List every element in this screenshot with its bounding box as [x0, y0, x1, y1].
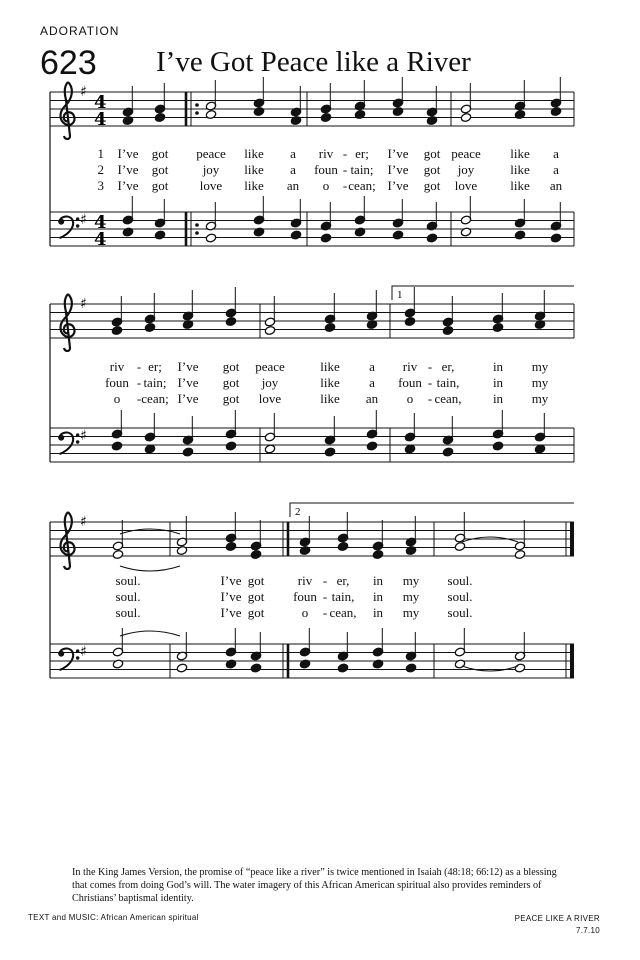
bass-note	[111, 441, 122, 451]
lyric-syllable: tain;	[143, 375, 167, 390]
lyric-syllable: foun	[105, 375, 129, 390]
treble-clef	[61, 82, 75, 139]
tenor-note	[534, 413, 545, 442]
lyric-syllable: I’ve	[220, 589, 242, 604]
bass-note	[253, 227, 264, 237]
alto-note	[253, 106, 264, 116]
tie	[120, 566, 180, 571]
soprano-note	[154, 83, 165, 114]
lyric-syllable: I’ve	[177, 359, 199, 374]
lyric-syllable: joy	[261, 375, 279, 390]
lyric-syllable: in	[372, 573, 384, 588]
tune-name: PEACE LIKE A RIVER	[514, 914, 600, 923]
lyric-syllable: soul.	[447, 589, 473, 604]
bass-staff	[50, 644, 574, 678]
hyphen: -	[342, 162, 348, 177]
bass-clef	[58, 433, 79, 455]
hyphen: -	[136, 375, 142, 390]
tenor-note	[299, 628, 310, 657]
tenor-note	[111, 410, 122, 439]
bass-note	[264, 444, 275, 454]
bass-note	[514, 663, 525, 673]
lyric-syllable: got	[247, 589, 265, 604]
bass-note	[372, 659, 383, 669]
lyric-syllable: cean;	[141, 391, 169, 406]
bass-note	[144, 444, 155, 454]
soprano-note	[290, 86, 301, 117]
soprano-note	[514, 80, 525, 111]
hyphen: -	[322, 605, 328, 620]
tenor-note	[372, 628, 383, 657]
bass-note	[392, 230, 403, 240]
lyric-syllable: cean;	[348, 178, 376, 193]
soprano-note	[225, 512, 236, 543]
lyric-syllable: my	[402, 589, 420, 604]
lyric-syllable: an	[286, 178, 300, 193]
lyric-syllable: in	[492, 359, 504, 374]
hyphen: -	[427, 375, 433, 390]
alto-note	[176, 545, 187, 555]
alto-note	[354, 109, 365, 119]
lyric-syllable: I’ve	[387, 162, 409, 177]
lyric-syllable: peace	[255, 359, 285, 374]
svg-text:4: 4	[94, 229, 107, 250]
lyric-syllable: got	[247, 605, 265, 620]
soprano-note	[111, 296, 122, 327]
lyric-syllable: like	[244, 162, 264, 177]
lyric-syllable: my	[402, 605, 420, 620]
lyric-syllable: in	[372, 605, 384, 620]
lyric-syllable: o	[301, 605, 309, 620]
lyric-syllable: soul.	[115, 605, 141, 620]
tenor-note	[460, 196, 471, 225]
hyphen: -	[322, 589, 328, 604]
soprano-note	[426, 86, 437, 117]
tie	[462, 537, 518, 542]
tenor-note	[354, 196, 365, 225]
lyric-syllable: er;	[148, 359, 162, 374]
tenor-note	[154, 199, 165, 228]
lyric-syllable: got	[222, 375, 240, 390]
lyric-syllable: like	[320, 375, 340, 390]
alto-note	[299, 545, 310, 555]
lyric-syllable: got	[222, 359, 240, 374]
lyric-syllable: soul.	[447, 573, 473, 588]
hymn-number: 623	[40, 44, 97, 82]
lyric-syllable: got	[151, 162, 169, 177]
soprano-note	[144, 293, 155, 324]
soprano-note	[182, 290, 193, 321]
alto-note	[122, 115, 133, 125]
bass-note	[176, 663, 187, 673]
svg-text:1: 1	[397, 289, 403, 301]
tenor-note	[426, 202, 437, 231]
tenor-note	[405, 632, 416, 661]
tenor-note	[442, 416, 453, 445]
soprano-note	[460, 83, 471, 114]
key-signature-sharp	[80, 84, 87, 100]
hyphen: -	[342, 146, 348, 161]
alto-note	[250, 549, 261, 559]
tie	[462, 666, 518, 671]
tenor-note	[392, 199, 403, 228]
bass-note	[320, 233, 331, 243]
lyric-syllable: a	[290, 162, 296, 177]
tenor-note	[182, 416, 193, 445]
lyric-syllable: got	[423, 178, 441, 193]
lyric-syllable: I’ve	[177, 391, 199, 406]
lyric-syllable: like	[510, 146, 530, 161]
alto-note	[514, 549, 525, 559]
treble-staff	[50, 522, 574, 556]
soprano-note	[392, 77, 403, 108]
lyric-syllable: joy	[202, 162, 220, 177]
svg-text:♯: ♯	[80, 296, 87, 312]
alto-note	[404, 316, 415, 326]
lyric-syllable: I’ve	[387, 146, 409, 161]
tenor-note	[337, 632, 348, 661]
lyric-syllable: like	[244, 146, 264, 161]
lyric-syllable: soul.	[115, 573, 141, 588]
lyric-syllable: tain,	[331, 589, 355, 604]
tenor-note	[404, 413, 415, 442]
bass-note	[460, 227, 471, 237]
lyric-syllable: like	[320, 359, 340, 374]
lyric-syllable: like	[510, 178, 530, 193]
lyric-syllable: a	[369, 375, 375, 390]
lyric-syllable: an	[549, 178, 563, 193]
hyphen: -	[427, 359, 433, 374]
tie	[120, 529, 180, 534]
lyric-syllable: got	[247, 573, 265, 588]
lyric-syllable: my	[402, 573, 420, 588]
bass-note	[250, 663, 261, 673]
soprano-note	[112, 520, 123, 551]
lyric-syllable: I’ve	[177, 375, 199, 390]
lyric-syllable: like	[244, 178, 264, 193]
verse-number: 1	[97, 146, 104, 161]
bass-note	[426, 233, 437, 243]
lyric-syllable: got	[423, 146, 441, 161]
bass-note	[366, 441, 377, 451]
alto-note	[337, 541, 348, 551]
hyphen: -	[322, 573, 328, 588]
lyric-syllable: o	[406, 391, 414, 406]
key-signature-sharp	[80, 296, 87, 312]
tenor-note	[225, 628, 236, 657]
bass-note	[290, 230, 301, 240]
lyric-syllable: tain,	[436, 375, 460, 390]
soprano-note	[122, 86, 133, 117]
tenor-note	[122, 196, 133, 225]
soprano-note	[354, 80, 365, 111]
bass-note	[442, 447, 453, 457]
bass-note	[405, 663, 416, 673]
alto-note	[111, 325, 122, 335]
bass-note	[354, 227, 365, 237]
verse-number: 3	[97, 178, 104, 193]
soprano-note	[253, 77, 264, 108]
lyric-syllable: I’ve	[117, 162, 139, 177]
lyric-syllable: er,	[441, 359, 455, 374]
svg-text:♯: ♯	[80, 514, 87, 530]
tenor-note	[514, 632, 525, 661]
alto-note	[372, 549, 383, 559]
svg-text:2: 2	[295, 506, 301, 518]
time-signature	[94, 212, 107, 250]
alto-note	[264, 325, 275, 335]
lyric-syllable: love	[258, 391, 282, 406]
lyric-syllable: I’ve	[220, 605, 242, 620]
lyric-syllable: got	[423, 162, 441, 177]
repeat-dot	[195, 103, 199, 107]
tenor-note	[366, 410, 377, 439]
footer-tune-info	[515, 913, 600, 937]
hyphen: -	[136, 391, 142, 406]
treble-clef	[61, 512, 75, 569]
tenor-note	[144, 413, 155, 442]
soprano-note	[404, 287, 415, 318]
lyric-syllable: like	[510, 162, 530, 177]
key-signature-sharp	[80, 514, 87, 530]
hyphen: -	[342, 178, 348, 193]
svg-text:♯: ♯	[80, 644, 87, 660]
soprano-note	[337, 512, 348, 543]
lyric-syllable: foun	[293, 589, 317, 604]
section-label: ADORATION	[40, 24, 120, 38]
soprano-note	[372, 520, 383, 551]
soprano-note	[176, 516, 187, 547]
lyric-syllable: a	[553, 146, 559, 161]
lyric-syllable: joy	[457, 162, 475, 177]
tenor-note	[176, 632, 187, 661]
lyric-syllable: soul.	[447, 605, 473, 620]
bass-clef	[58, 217, 79, 239]
bass-note	[404, 444, 415, 454]
lyric-syllable: peace	[196, 146, 226, 161]
hyphen: -	[136, 359, 142, 374]
svg-text:♯: ♯	[80, 84, 87, 100]
lyric-syllable: riv	[402, 359, 418, 374]
tenor-note	[550, 202, 561, 231]
bass-note	[122, 227, 133, 237]
time-signature	[94, 92, 107, 130]
alto-note	[144, 322, 155, 332]
tenor-note	[492, 410, 503, 439]
soprano-note	[225, 287, 236, 318]
key-signature-sharp	[80, 644, 87, 660]
lyric-syllable: o	[113, 391, 121, 406]
tie	[120, 631, 180, 636]
soprano-note	[299, 516, 310, 547]
meter: 7.7.10	[575, 926, 600, 935]
lyric-syllable: love	[199, 178, 223, 193]
bass-note	[182, 447, 193, 457]
lyric-syllable: er,	[336, 573, 350, 588]
alto-note	[405, 545, 416, 555]
soprano-note	[492, 293, 503, 324]
lyric-syllable: my	[531, 391, 549, 406]
svg-text:♯: ♯	[80, 428, 87, 444]
alto-note	[514, 109, 525, 119]
bass-note	[225, 659, 236, 669]
alto-note	[392, 106, 403, 116]
tenor-note	[454, 628, 465, 657]
tenor-note	[253, 196, 264, 225]
bass-note	[492, 441, 503, 451]
lyric-syllable: riv	[318, 146, 334, 161]
lyric-syllable: my	[531, 359, 549, 374]
lyric-syllable: a	[369, 359, 375, 374]
volta-bracket	[290, 503, 574, 518]
svg-text:4: 4	[94, 212, 107, 233]
soprano-note	[550, 77, 561, 108]
bass-clef	[58, 649, 79, 671]
bass-note	[299, 659, 310, 669]
hymn-title: I’ve Got Peace like a River	[156, 46, 471, 78]
tenor-note	[225, 410, 236, 439]
alto-note	[324, 322, 335, 332]
svg-text:4: 4	[94, 109, 107, 130]
tenor-note	[205, 202, 216, 231]
alto-note	[550, 106, 561, 116]
soprano-note	[454, 512, 465, 543]
lyric-syllable: in	[492, 391, 504, 406]
alto-note	[492, 322, 503, 332]
lyric-syllable: I’ve	[387, 178, 409, 193]
svg-text:4: 4	[94, 92, 107, 113]
lyric-syllable: er;	[355, 146, 369, 161]
lyric-syllable: got	[222, 391, 240, 406]
repeat-dot	[195, 223, 199, 227]
hyphen: -	[427, 391, 433, 406]
tenor-note	[290, 199, 301, 228]
lyric-syllable: I’ve	[117, 146, 139, 161]
alto-note	[205, 109, 216, 119]
lyric-syllable: cean,	[329, 605, 357, 620]
soprano-note	[366, 290, 377, 321]
lyric-syllable: tain;	[350, 162, 374, 177]
treble-clef	[61, 294, 75, 351]
bass-note	[324, 447, 335, 457]
key-signature-sharp	[80, 212, 87, 228]
bass-note	[550, 233, 561, 243]
soprano-note	[264, 296, 275, 327]
soprano-note	[514, 520, 525, 551]
tenor-note	[264, 413, 275, 442]
tenor-note	[514, 199, 525, 228]
lyric-syllable: cean,	[434, 391, 462, 406]
lyric-syllable: a	[553, 162, 559, 177]
alto-note	[454, 541, 465, 551]
lyric-syllable: riv	[297, 573, 313, 588]
lyric-syllable: o	[322, 178, 330, 193]
alto-note	[154, 112, 165, 122]
bass-note	[337, 663, 348, 673]
soprano-note	[205, 80, 216, 111]
alto-note	[460, 112, 471, 122]
soprano-note	[250, 520, 261, 551]
key-signature-sharp	[80, 428, 87, 444]
volta-bracket	[392, 286, 574, 301]
lyric-syllable: foun	[398, 375, 422, 390]
lyric-syllable: in	[372, 589, 384, 604]
alto-note	[225, 541, 236, 551]
tenor-note	[250, 632, 261, 661]
verse-number: 2	[97, 162, 104, 177]
bass-note	[112, 659, 123, 669]
lyric-syllable: I’ve	[220, 573, 242, 588]
bass-note	[514, 230, 525, 240]
soprano-note	[534, 290, 545, 321]
repeat-dot	[195, 111, 199, 115]
lyric-syllable: soul.	[115, 589, 141, 604]
bass-note	[225, 441, 236, 451]
alto-note	[320, 112, 331, 122]
lyric-syllable: an	[365, 391, 379, 406]
soprano-note	[442, 296, 453, 327]
alto-note	[290, 115, 301, 125]
soprano-note	[324, 293, 335, 324]
hymn-note: In the King James Version, the promise of “peace like a river” is twice mentioned in Isaiah (48:18; 66:12) as a blessing that comes from doing God’s will. The water imagery of this African American spiritual also provides reminders of Christians’ baptismal identity.	[72, 867, 557, 904]
svg-text:♯: ♯	[80, 212, 87, 228]
lyric-syllable: foun	[314, 162, 338, 177]
lyric-syllable: a	[290, 146, 296, 161]
soprano-note	[405, 516, 416, 547]
lyric-syllable: love	[454, 178, 478, 193]
repeat-dot	[195, 231, 199, 235]
lyric-syllable: my	[531, 375, 549, 390]
lyric-syllable: like	[320, 391, 340, 406]
bass-note	[154, 230, 165, 240]
alto-note	[442, 325, 453, 335]
bass-note	[454, 659, 465, 669]
lyric-syllable: got	[151, 146, 169, 161]
bass-note	[534, 444, 545, 454]
alto-note	[112, 549, 123, 559]
tenor-note	[324, 416, 335, 445]
lyric-syllable: in	[492, 375, 504, 390]
footer-credits: TEXT and MUSIC: African American spiritual	[28, 913, 199, 922]
lyric-syllable: peace	[451, 146, 481, 161]
lyric-syllable: got	[151, 178, 169, 193]
tenor-note	[112, 628, 123, 657]
tenor-note	[320, 202, 331, 231]
bass-note	[205, 233, 216, 243]
lyric-syllable: riv	[109, 359, 125, 374]
soprano-note	[320, 83, 331, 114]
alto-note	[225, 316, 236, 326]
lyric-syllable: I’ve	[117, 178, 139, 193]
alto-note	[426, 115, 437, 125]
